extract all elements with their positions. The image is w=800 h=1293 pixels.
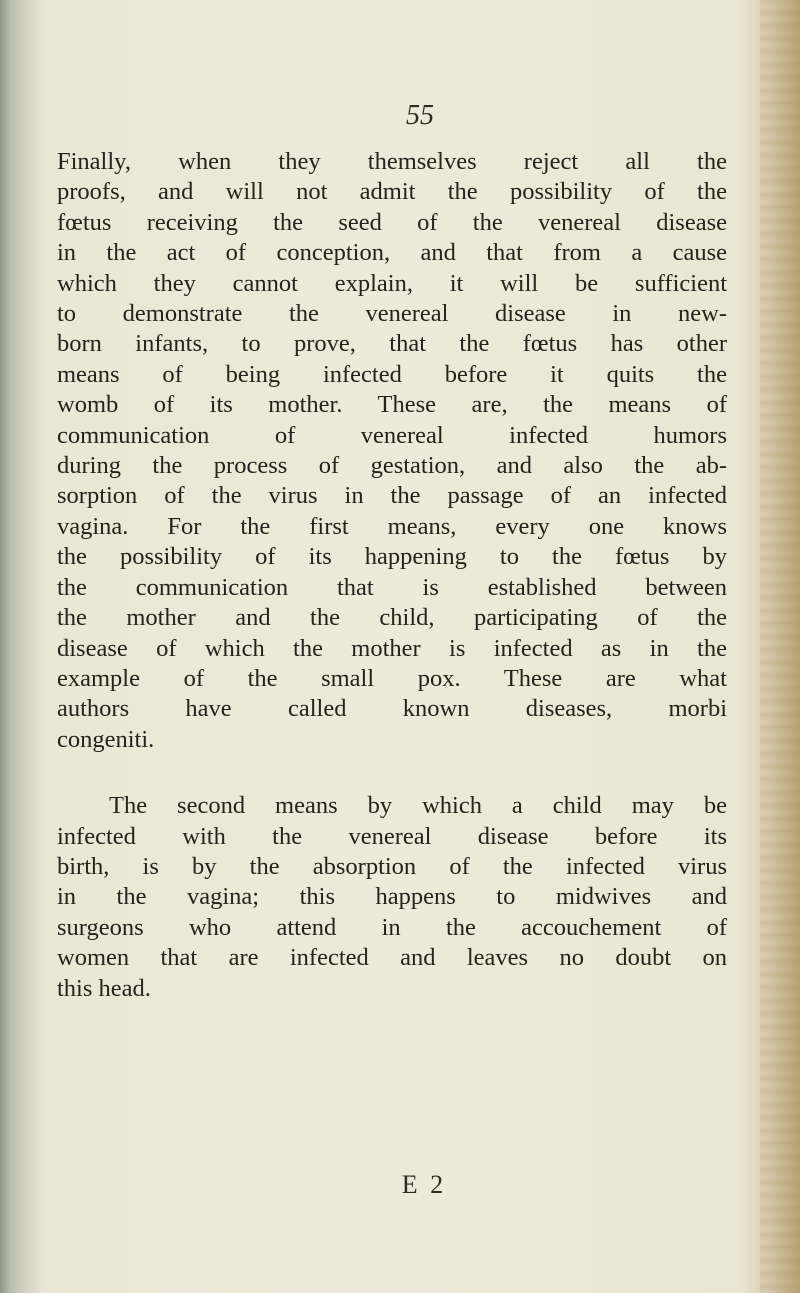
text-line: in the act of conception, and that from a cause [57, 239, 727, 267]
text-line: congeniti. [57, 725, 155, 753]
text-line: womb of its mother. These are, the means of [57, 391, 727, 419]
text-line: fœtus receiving the seed of the venereal disease [57, 208, 727, 236]
text-line: women that are infected and leaves no doubt on [57, 944, 727, 972]
paragraph-2 [57, 791, 727, 1004]
text-line: The second means by which a child may be [109, 792, 727, 820]
page-gutter [0, 0, 40, 1293]
text-line: during the process of gestation, and also the ab- [57, 452, 727, 480]
text-line: example of the small pox. These are what [57, 664, 727, 692]
text-line: infected with the venereal disease before its [57, 822, 727, 850]
text-line: birth, is by the absorption of the infected virus [57, 852, 727, 880]
signature-mark: E 2 [401, 1170, 447, 1199]
body-text [57, 147, 727, 1004]
page-edge [760, 0, 800, 1293]
text-line: born infants, to prove, that the fœtus has other [57, 330, 727, 358]
text-line: sorption of the virus in the passage of an infected [57, 482, 727, 510]
text-line: authors have called known diseases, morbi [57, 695, 727, 723]
page-number: 55 [406, 100, 434, 131]
text-line: proofs, and will not admit the possibility of the [57, 178, 727, 206]
text-line: surgeons who attend in the accouchement of [57, 913, 727, 941]
text-line: to demonstrate the venereal disease in new- [57, 300, 727, 328]
text-line: which they cannot explain, it will be sufficient [57, 269, 727, 297]
text-line: this head. [57, 974, 151, 1002]
text-line: disease of which the mother is infected as in the [57, 634, 727, 662]
text-line: the mother and the child, participating of the [57, 604, 727, 632]
text-line: means of being infected before it quits the [57, 360, 727, 388]
text-line: vagina. For the first means, every one knows [57, 512, 727, 540]
text-line: Finally, when they themselves reject all the [57, 148, 727, 175]
text-line: the communication that is established between [57, 573, 727, 601]
text-line: in the vagina; this happens to midwives and [57, 883, 727, 911]
text-line: communication of venereal infected humors [57, 421, 727, 449]
text-line: the possibility of its happening to the fœtus by [57, 543, 727, 571]
paragraph-gap [57, 755, 727, 791]
paragraph-1 [57, 147, 727, 755]
